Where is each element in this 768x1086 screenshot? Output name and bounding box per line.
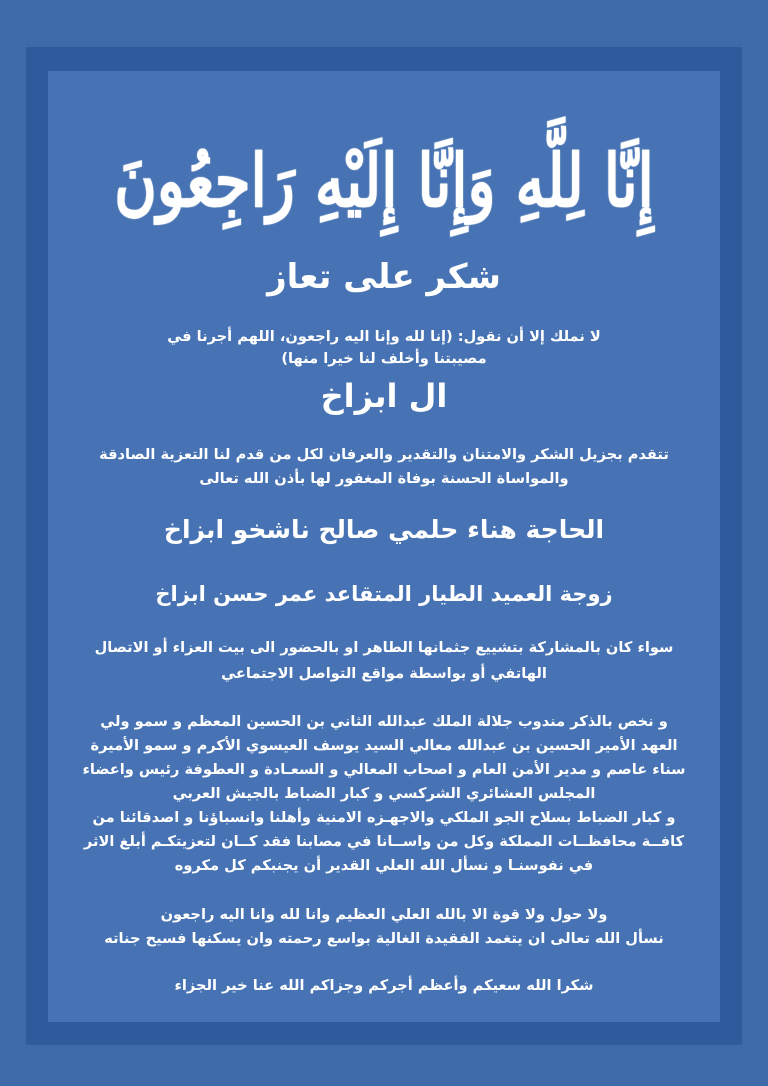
prayer-line-2: نسأل الله تعالى ان يتغمد الفقيدة الغالية بواسع رحمته وان يسكنها فسيح جناته: [104, 930, 664, 947]
mention-line-4: المجلس العشائري الشركسي و كبار الضباط بالجيش العربي: [172, 785, 596, 802]
participation-line-1: سواء كان بالمشاركة بتشييع جثمانها الطاهر او بالحضور الى بيت العزاء أو الاتصال: [94, 639, 674, 656]
condolence-card: [48, 71, 720, 1022]
mention-line-1: و نخص بالذكر مندوب جلالة الملك عبدالله الثاني بن الحسين المعظم و سمو ولي: [100, 713, 668, 730]
spouse-line: زوجة العميد الطيار المتقاعد عمر حسن ابزاخ: [155, 582, 613, 606]
thanks-line-2: والمواساة الحسنة بوفاة المغفور لها بأذن الله تعالى: [199, 470, 569, 487]
intro-line-2: مصيبتنا وأخلف لنا خيرا منها): [281, 350, 487, 367]
mention-line-5: و كبار الضباط بسلاح الجو الملكي والاجهـزه الامنية وأهلنا وانسباؤنا و اصدقائنا من: [92, 809, 676, 826]
page-title: شكر على تعاز: [267, 257, 501, 297]
deceased-name: الحاجة هناء حلمي صالح ناشخو ابزاخ: [163, 515, 605, 544]
mention-line-7: في نفوسنـا و نسأل الله العلي القدير أن يجنبكم كل مكروه: [174, 857, 594, 874]
intro-line-1: لا نملك إلا أن نقول: (إنا لله وإنا اليه راجعون، اللهم أجرنا في: [167, 328, 601, 345]
quran-verse-calligraphy: [48, 121, 720, 241]
participation-line-2: الهاتفي أو بواسطة مواقع التواصل الاجتماعي: [221, 665, 547, 682]
prayer-line-1: ولا حول ولا قوة الا بالله العلي العظيم وانا لله وانا اليه راجعون: [160, 906, 608, 923]
mention-line-6: كافــة محافظــات المملكة وكل من واســانا في مصابنا فقد كــان لتعزيتكـم أبلغ الاثر: [83, 833, 685, 850]
mention-line-2: العهد الأمير الحسين بن عبدالله معالي السيد يوسف العيسوي الأكرم و سمو الأميرة: [90, 737, 678, 754]
thanks-line-1: تتقدم بجزيل الشكر والامتنان والتقدير والعرفان لكل من قدم لنا التعزية الصادقة: [99, 446, 669, 463]
closing-line: شكرا الله سعيكم وأعظم أجركم وجزاكم الله عنا خير الجزاء: [174, 977, 594, 994]
mention-line-3: سناء عاصم و مدير الأمن العام و اصحاب المعالي و السعـادة و العطوفة رئيس واعضاء: [82, 761, 686, 778]
calligraphy-text: إِنَّا لِلَّهِ وَإِنَّا إِلَيْهِ رَاجِعُونَ: [114, 138, 654, 224]
family-name: ال ابزاخ: [320, 377, 448, 415]
